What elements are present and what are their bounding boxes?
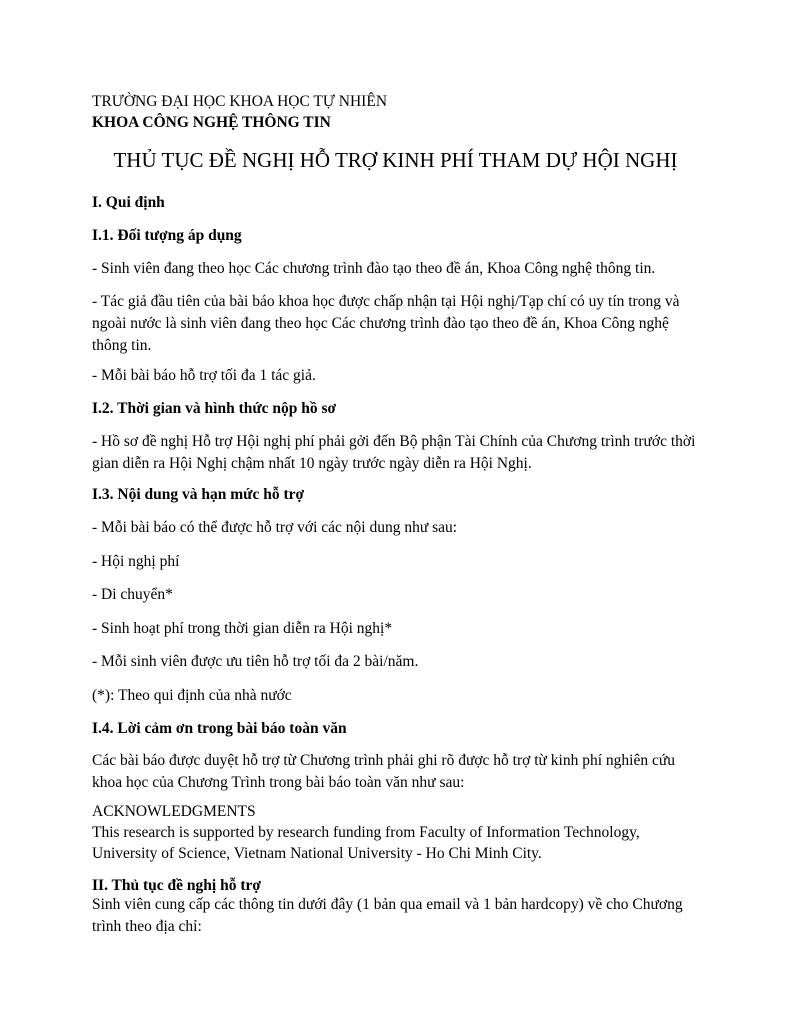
subsection-1-2-heading: I.2. Thời gian và hình thức nộp hồ sơ [92, 400, 337, 417]
paragraph: - Sinh viên đang theo học Các chương trình đào tạo theo đề án, Khoa Công nghệ thông tin. [92, 260, 656, 277]
paragraph-line: - Tác giả đầu tiên của bài báo khoa học được chấp nhận tại Hội nghị/Tạp chí có uy tín trong và [92, 293, 680, 310]
paragraph-line: trình theo địa chỉ: [92, 918, 202, 935]
paragraph-line: - Hồ sơ đề nghị Hỗ trợ Hội nghị phí phải gởi đến Bộ phận Tài Chính của Chương trình trước thời [92, 433, 696, 450]
list-item: - Sinh hoạt phí trong thời gian diễn ra Hội nghị* [92, 620, 393, 637]
acknowledgment-line: University of Science, Vietnam National University - Ho Chi Minh City. [92, 845, 542, 862]
section-2-heading: II. Thủ tục đề nghị hỗ trợ [92, 877, 261, 894]
document-title: THỦ TỤC ĐỀ NGHỊ HỖ TRỢ KINH PHÍ THAM DỰ HỘI NGHỊ [113, 148, 678, 172]
footnote: (*): Theo qui định của nhà nước [92, 687, 292, 704]
faculty-name: KHOA CÔNG NGHỆ THÔNG TIN [92, 114, 331, 131]
paragraph-line: thông tin. [92, 337, 152, 354]
paragraph-line: khoa học của Chương Trình trong bài báo toàn văn như sau: [92, 774, 465, 791]
paragraph: - Mỗi bài báo hỗ trợ tối đa 1 tác giả. [92, 367, 316, 384]
list-item: - Di chuyển* [92, 586, 173, 603]
paragraph [92, 750, 702, 794]
paragraph-line: ngoài nước là sinh viên đang theo học Các chương trình đào tạo theo đề án, Khoa Công nghệ [92, 315, 669, 332]
paragraph [92, 894, 702, 938]
list-item: - Mỗi sinh viên được ưu tiên hỗ trợ tối đa 2 bài/năm. [92, 653, 419, 670]
paragraph-line: Sinh viên cung cấp các thông tin dưới đây (1 bản qua email và 1 bản hardcopy) về cho Chương [92, 896, 683, 913]
acknowledgment-line: This research is supported by research funding from Faculty of Information Technology, [92, 824, 640, 841]
paragraph: - Mỗi bài báo có thể được hỗ trợ với các nội dung như sau: [92, 519, 458, 536]
acknowledgment-block [92, 801, 702, 864]
list-item: - Hội nghị phí [92, 553, 180, 570]
subsection-1-1-heading: I.1. Đối tượng áp dụng [92, 227, 242, 244]
university-name: TRƯỜNG ĐẠI HỌC KHOA HỌC TỰ NHIÊN [92, 93, 388, 110]
paragraph [92, 431, 702, 475]
paragraph-line: Các bài báo được duyệt hỗ trợ từ Chương trình phải ghi rõ được hỗ trợ từ kinh phí nghiên cứu [92, 752, 675, 769]
section-1-heading: I. Qui định [92, 194, 165, 211]
paragraph-line: gian diễn ra Hội Nghị chậm nhất 10 ngày trước ngày diễn ra Hội Nghị. [92, 455, 532, 472]
paragraph [92, 291, 702, 357]
acknowledgment-title: ACKNOWLEDGMENTS [92, 803, 256, 820]
subsection-1-3-heading: I.3. Nội dung và hạn mức hỗ trợ [92, 486, 305, 503]
subsection-1-4-heading: I.4. Lời cảm ơn trong bài báo toàn văn [92, 720, 347, 737]
